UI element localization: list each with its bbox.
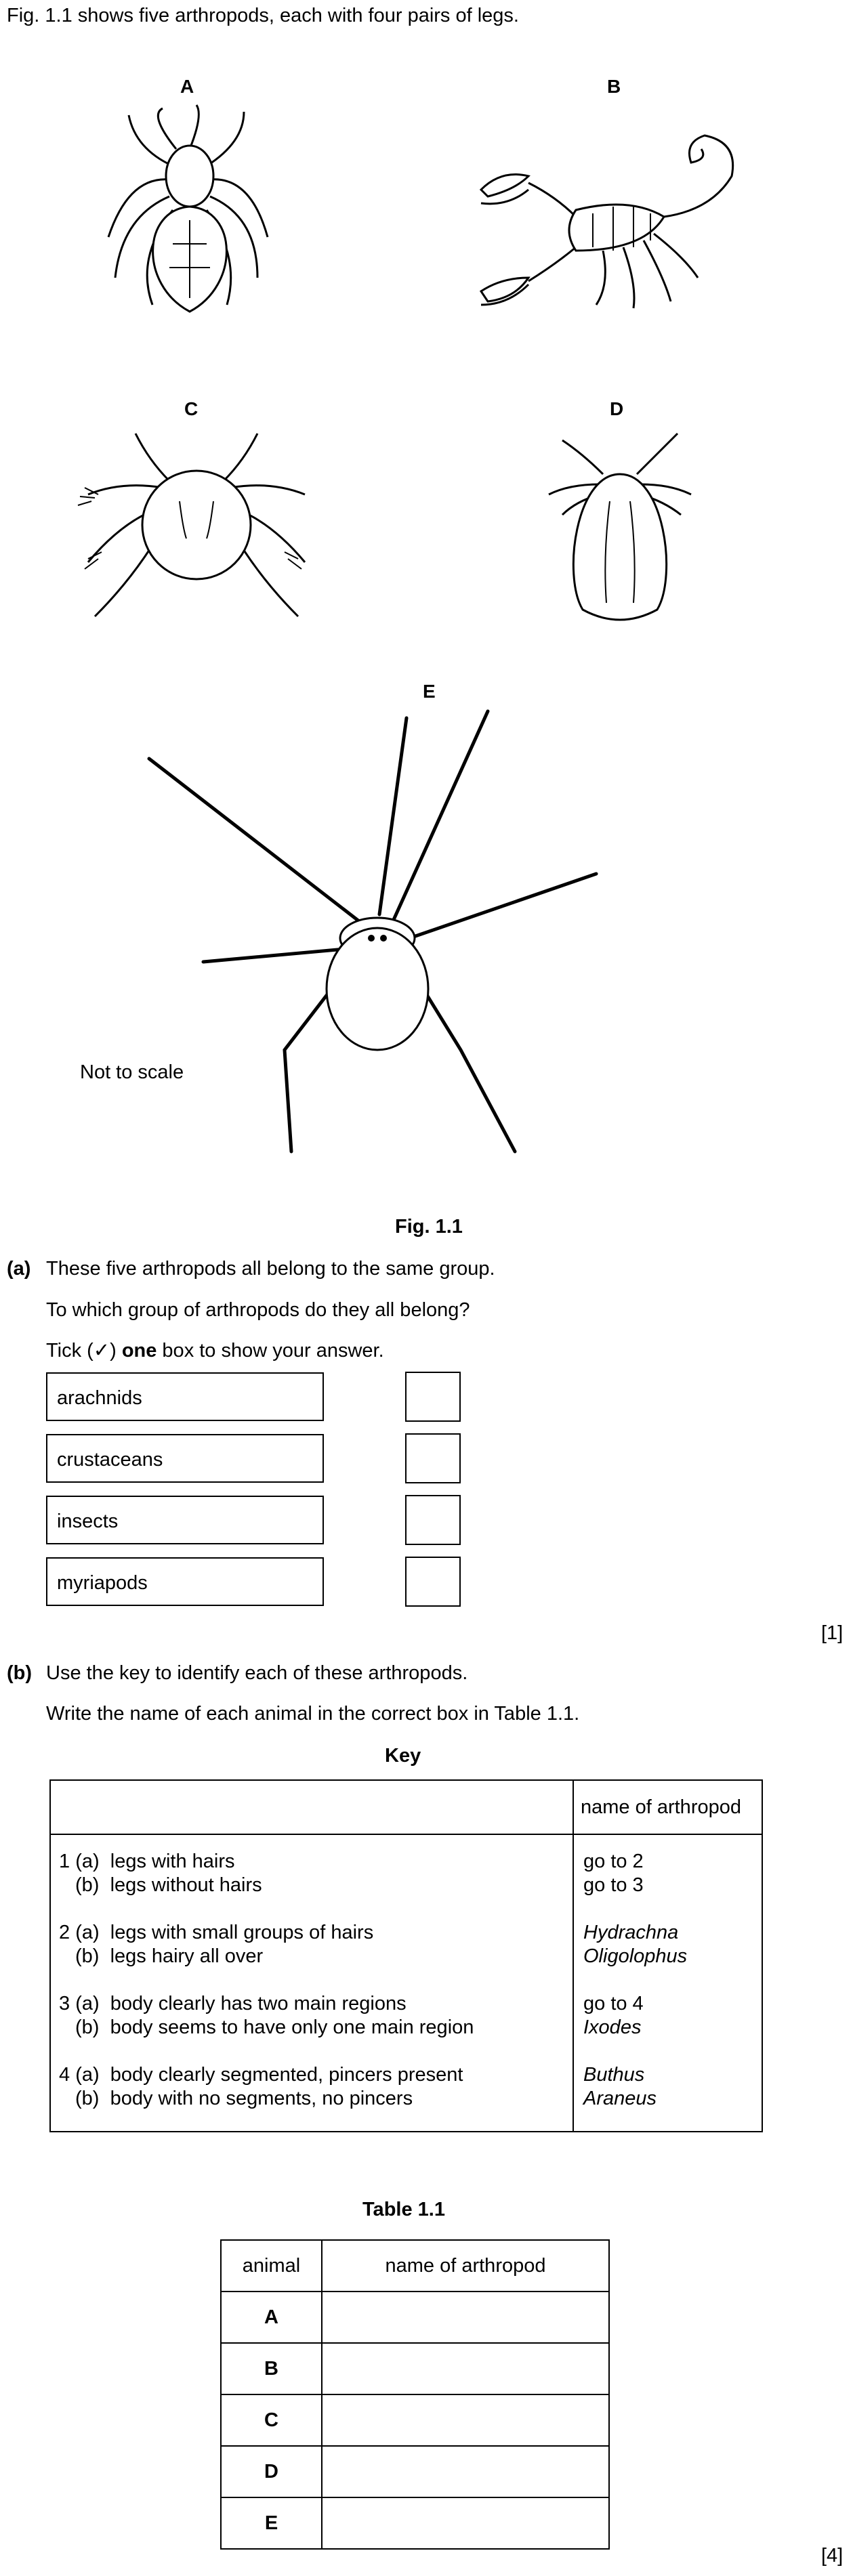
table-header-name: name of arthropod <box>322 2240 609 2292</box>
table-animal-d: D <box>221 2446 322 2497</box>
intro-text: Fig. 1.1 shows five arthropods, each with four pairs of legs. <box>7 5 519 26</box>
table-animal-c: C <box>221 2394 322 2446</box>
part-a-instruction <box>46 1339 384 1363</box>
key-row-4b: (b) body with no segments, no pincers <box>75 2088 413 2109</box>
key-row-1a: 1 (a) legs with hairs <box>59 1851 235 1872</box>
tick-box-myriapods[interactable] <box>405 1557 461 1607</box>
key-result-2a: Hydrachna <box>583 1922 679 1943</box>
table-animal-e: E <box>221 2497 322 2549</box>
part-a-question: To which group of arthropods do they all belong? <box>46 1299 470 1321</box>
table-animal-b: B <box>221 2343 322 2394</box>
key-title: Key <box>385 1745 421 1767</box>
key-result-3b: Ixodes <box>583 2017 642 2038</box>
key-result-4b: Araneus <box>583 2088 657 2109</box>
identification-key <box>49 1779 763 2132</box>
part-a-statement: These five arthropods all belong to the same group. <box>46 1258 495 1280</box>
option-label-insects: insects <box>46 1496 324 1544</box>
answer-cell-a[interactable] <box>322 2292 609 2343</box>
figure-label-e: E <box>423 681 436 702</box>
key-result-4a: Buthus <box>583 2064 645 2086</box>
part-b-line1: Use the key to identify each of these arthropods. <box>46 1662 468 1684</box>
key-result-1a: go to 2 <box>583 1851 644 1872</box>
part-b-marks: [4] <box>821 2545 844 2567</box>
instruction-bold: one <box>121 1340 157 1361</box>
answer-cell-b[interactable] <box>322 2343 609 2394</box>
part-a-letter: (a) <box>7 1258 31 1280</box>
key-row-4a: 4 (a) body clearly segmented, pincers present <box>59 2064 463 2086</box>
arthropod-b-scorpion <box>474 122 759 318</box>
tick-box-insects[interactable] <box>405 1495 461 1545</box>
arthropod-e-harvestman <box>136 698 610 1165</box>
key-result-2b: Oligolophus <box>583 1945 688 1967</box>
table-animal-a: A <box>221 2292 322 2343</box>
option-label-myriapods: myriapods <box>46 1557 324 1606</box>
tick-box-arachnids[interactable] <box>405 1372 461 1422</box>
table-header-animal: animal <box>221 2240 322 2292</box>
option-label-crustaceans: crustaceans <box>46 1434 324 1483</box>
key-header-blank <box>50 1780 573 1834</box>
figure-label-c: C <box>184 398 199 419</box>
arthropod-a-spider <box>88 102 291 332</box>
figure-label-b: B <box>607 76 621 97</box>
figure-caption: Fig. 1.1 <box>395 1216 463 1238</box>
arthropod-d-tick <box>535 420 705 637</box>
not-to-scale-note: Not to scale <box>80 1061 184 1083</box>
part-b-letter: (b) <box>7 1662 33 1684</box>
key-row-3b: (b) body seems to have only one main region <box>75 2017 474 2038</box>
key-row-1b: (b) legs without hairs <box>75 1874 262 1896</box>
key-results <box>573 1834 762 2132</box>
key-result-1b: go to 3 <box>583 1874 644 1896</box>
arthropod-c-mite <box>61 420 332 630</box>
answer-cell-c[interactable] <box>322 2394 609 2446</box>
key-row-2a: 2 (a) legs with small groups of hairs <box>59 1922 374 1943</box>
part-b-line2: Write the name of each animal in the correct box in Table 1.1. <box>46 1703 580 1725</box>
key-descriptions <box>50 1834 573 2132</box>
figure-label-a: A <box>180 76 194 97</box>
key-row-2b: (b) legs hairy all over <box>75 1945 264 1967</box>
instruction-post: box to show your answer. <box>157 1340 384 1361</box>
part-a-marks: [1] <box>821 1622 844 1644</box>
key-header-name: name of arthropod <box>573 1780 762 1834</box>
answer-table <box>220 2239 610 2550</box>
figure-label-d: D <box>610 398 624 419</box>
key-result-3a: go to 4 <box>583 1993 644 2014</box>
table-title: Table 1.1 <box>362 2199 445 2220</box>
option-label-arachnids: arachnids <box>46 1372 324 1421</box>
key-row-3a: 3 (a) body clearly has two main regions <box>59 1993 407 2014</box>
answer-cell-d[interactable] <box>322 2446 609 2497</box>
instruction-pre: Tick (✓) <box>46 1340 122 1361</box>
tick-box-crustaceans[interactable] <box>405 1433 461 1483</box>
answer-cell-e[interactable] <box>322 2497 609 2549</box>
